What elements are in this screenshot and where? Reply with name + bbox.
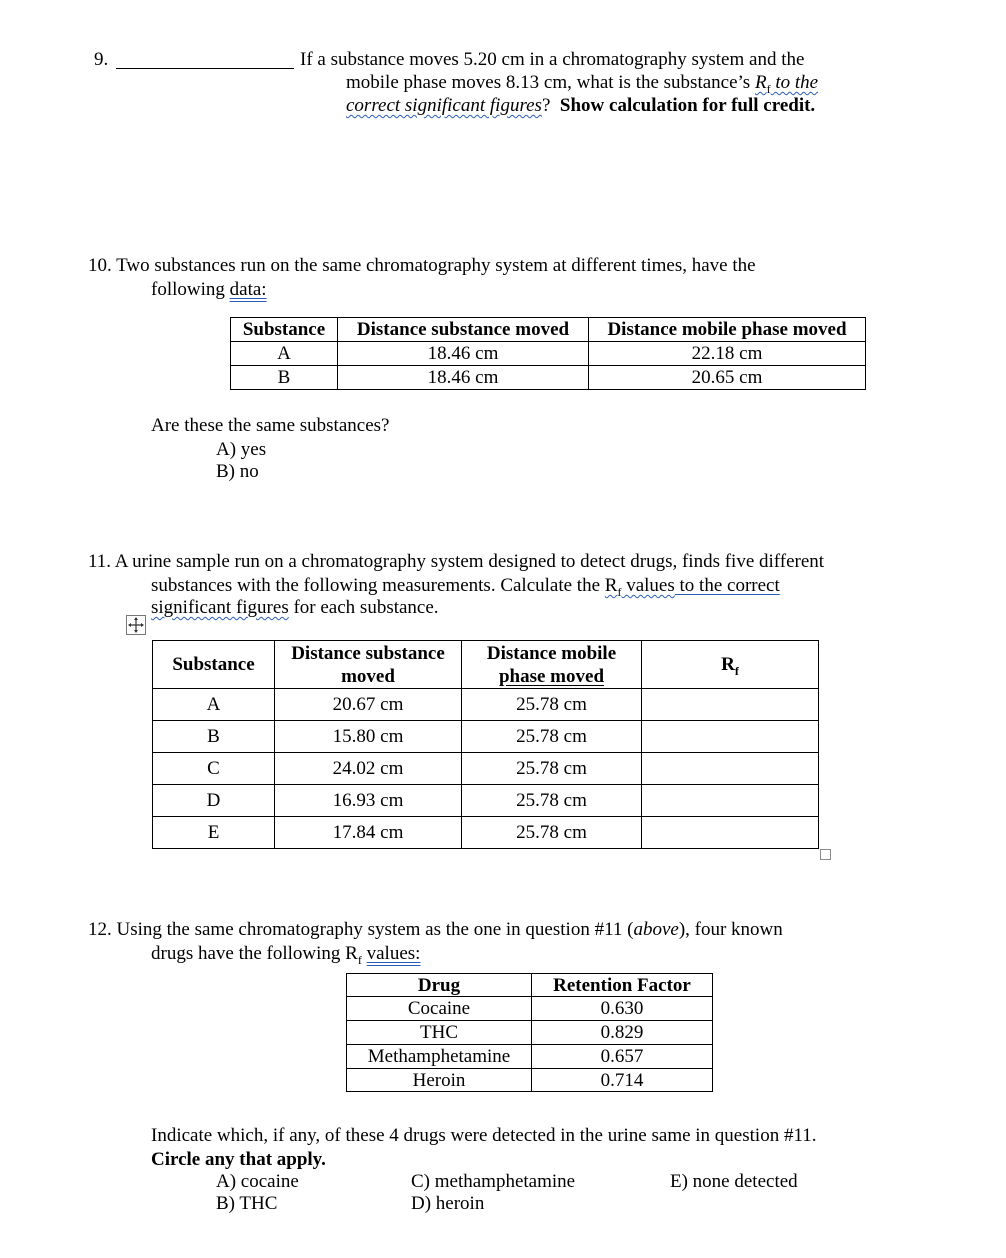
q9-line3 xyxy=(346,94,815,117)
table-cell: Cocaine xyxy=(347,997,532,1021)
table-row xyxy=(231,342,866,366)
table-cell: 22.18 cm xyxy=(589,342,866,366)
table-cell: B xyxy=(153,721,275,753)
q12-line2-pre: drugs have the following R xyxy=(151,943,358,964)
table-row xyxy=(347,1069,713,1092)
table-cell: Methamphetamine xyxy=(347,1045,532,1069)
q11-header-rf-r: R xyxy=(721,654,735,675)
table-row xyxy=(347,997,713,1021)
q11-header-dsub-1: Distance substance xyxy=(291,642,445,664)
q12-option-e: E) none detected xyxy=(670,1171,798,1192)
table-cell: 16.93 cm xyxy=(275,785,462,817)
q12-option-a: A) cocaine xyxy=(216,1171,299,1192)
q10-table xyxy=(230,317,866,390)
q11-header-distance-substance xyxy=(275,641,462,689)
table-cell: 15.80 cm xyxy=(275,721,462,753)
q9-line1: If a substance moves 5.20 cm in a chromatography system and the xyxy=(300,49,805,70)
table-cell: 0.657 xyxy=(532,1045,713,1069)
q9-line2-text: mobile phase moves 8.13 cm, what is the substance’s xyxy=(346,72,755,93)
rf-answer-cell[interactable] xyxy=(642,817,819,849)
q11-header-rf xyxy=(642,641,819,689)
q12-line1-italic: above xyxy=(633,919,679,940)
q10-line2-link: data: xyxy=(229,279,267,300)
q11-line2 xyxy=(151,574,780,597)
q9-answer-blank[interactable] xyxy=(116,68,294,69)
q12-option-b: B) THC xyxy=(216,1193,278,1214)
q9-rf-link xyxy=(754,72,819,96)
table-cell: 18.46 cm xyxy=(338,342,589,366)
q10-table-header: Substance xyxy=(231,318,338,342)
q9-rf-sub: f xyxy=(766,81,771,96)
q9-line3-link: correct significant figures xyxy=(346,95,542,116)
q11-line2-link: values xyxy=(621,575,675,596)
q12-line2-link: values: xyxy=(366,943,421,964)
table-move-handle-icon[interactable] xyxy=(126,615,146,635)
table-cell: 17.84 cm xyxy=(275,817,462,849)
table-cell: 24.02 cm xyxy=(275,753,462,785)
q12-line2-sub: f xyxy=(357,952,362,967)
q9-number: 9. xyxy=(94,49,109,70)
q12-line1-post: ), four known xyxy=(678,919,783,940)
q9-line3-bold: Show calculation for full credit. xyxy=(559,95,816,116)
q10-line2-text: following xyxy=(151,279,230,300)
q10-option-b: B) no xyxy=(216,461,259,482)
q12-line1 xyxy=(88,918,783,941)
q12-circle: Circle any that apply. xyxy=(151,1149,326,1170)
q11-line2-post: to the correct xyxy=(674,575,780,596)
q10-question: Are these the same substances? xyxy=(151,415,390,436)
rf-answer-cell[interactable] xyxy=(642,689,819,721)
table-row xyxy=(153,721,819,753)
q10-table-header: Distance substance moved xyxy=(338,318,589,342)
q9-line3-q: ? xyxy=(541,95,551,116)
rf-answer-cell[interactable] xyxy=(642,721,819,753)
q11-header-distance-mobile xyxy=(462,641,642,689)
q11-header-rf-f: f xyxy=(734,663,739,678)
q10-option-a: A) yes xyxy=(216,439,267,460)
q12-table-header: Drug xyxy=(347,974,532,997)
q9-line2-link: to the xyxy=(770,72,819,93)
q9-line2 xyxy=(346,71,818,94)
table-row xyxy=(231,366,866,390)
q11-line3-post: for each substance. xyxy=(288,597,439,618)
q9-rf-r: R xyxy=(754,72,767,93)
q12-instruction: Indicate which, if any, of these 4 drugs were detected in the urine same in question #11. xyxy=(151,1125,817,1146)
q12-option-c: C) methamphetamine xyxy=(411,1171,576,1192)
table-resize-handle-icon[interactable] xyxy=(820,849,831,860)
table-cell: 25.78 cm xyxy=(462,817,642,849)
q12-table xyxy=(346,973,713,1092)
table-cell: 0.630 xyxy=(532,997,713,1021)
q12-option-d: D) heroin xyxy=(411,1193,485,1214)
table-row xyxy=(153,753,819,785)
q11-line1: 11. A urine sample run on a chromatography system designed to detect drugs, finds five different xyxy=(88,551,825,572)
table-row xyxy=(153,785,819,817)
q11-header-dsub-2: moved xyxy=(341,665,395,687)
table-cell: A xyxy=(153,689,275,721)
rf-answer-cell[interactable] xyxy=(642,785,819,817)
table-cell: C xyxy=(153,753,275,785)
q11-rf-sub: f xyxy=(617,584,622,599)
table-cell: A xyxy=(231,342,338,366)
table-cell: Heroin xyxy=(347,1069,532,1092)
q11-table xyxy=(152,640,819,849)
table-cell: D xyxy=(153,785,275,817)
table-cell: 0.714 xyxy=(532,1069,713,1092)
table-row xyxy=(347,1045,713,1069)
q11-rf-link xyxy=(604,575,675,599)
q11-line3-link: significant figures xyxy=(151,597,289,618)
table-row xyxy=(153,689,819,721)
q10-line1: 10. Two substances run on the same chromatography system at different times, have the xyxy=(88,255,756,276)
table-cell: 20.67 cm xyxy=(275,689,462,721)
table-cell: 0.829 xyxy=(532,1021,713,1045)
q10-line2 xyxy=(151,278,267,301)
q11-header-dmob-1: Distance mobile xyxy=(486,642,617,664)
q11-rf-r: R xyxy=(604,575,618,596)
table-cell: 25.78 cm xyxy=(462,785,642,817)
table-row xyxy=(347,1021,713,1045)
q11-header-dmob-2: phase moved xyxy=(498,665,605,687)
table-cell: 25.78 cm xyxy=(462,689,642,721)
table-cell: 25.78 cm xyxy=(462,753,642,785)
rf-answer-cell[interactable] xyxy=(642,753,819,785)
q12-line1-pre: 12. Using the same chromatography system as the one in question #11 ( xyxy=(88,919,634,940)
table-cell: THC xyxy=(347,1021,532,1045)
q11-line3 xyxy=(151,596,439,619)
q12-line2 xyxy=(151,942,420,965)
q10-table-header: Distance mobile phase moved xyxy=(589,318,866,342)
q11-line2-text: substances with the following measurements. Calculate the xyxy=(151,575,605,596)
q12-table-header: Retention Factor xyxy=(532,974,713,997)
table-row xyxy=(153,817,819,849)
q11-header-substance: Substance xyxy=(153,641,275,689)
table-cell: 25.78 cm xyxy=(462,721,642,753)
table-cell: 18.46 cm xyxy=(338,366,589,390)
table-cell: E xyxy=(153,817,275,849)
table-cell: B xyxy=(231,366,338,390)
table-cell: 20.65 cm xyxy=(589,366,866,390)
